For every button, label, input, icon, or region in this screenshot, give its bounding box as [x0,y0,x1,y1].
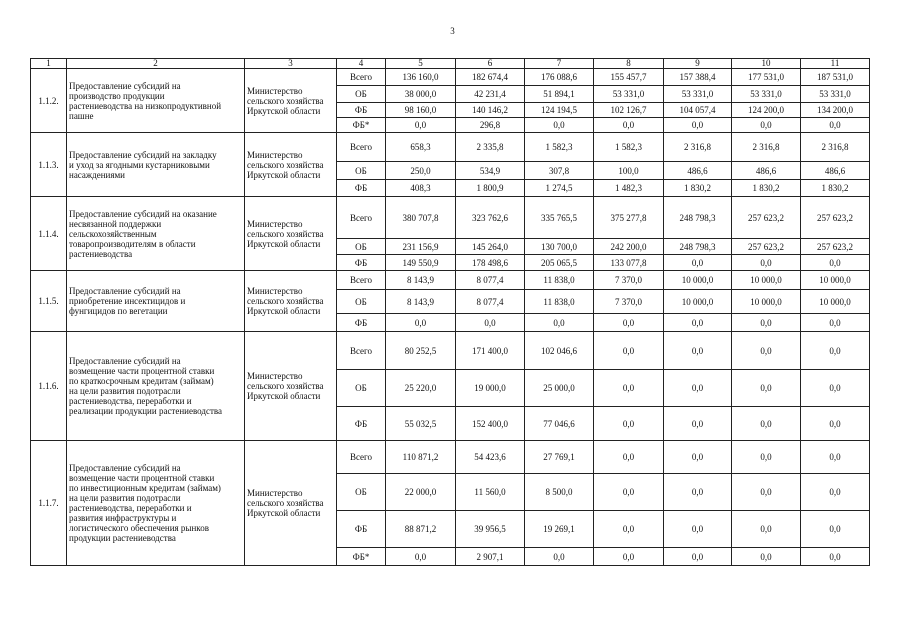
amount-cell: 0,0 [664,255,732,271]
funding-source: ОБ [337,474,386,511]
amount-cell: 248 798,3 [664,197,732,239]
funding-source: ФБ [337,255,386,271]
responsible-org: Министерство сельского хозяйства Иркутской области [245,197,337,271]
amount-cell: 124 194,5 [525,103,594,118]
amount-cell: 257 623,2 [801,197,870,239]
amount-cell: 182 674,4 [456,69,525,86]
funding-source: Всего [337,332,386,370]
amount-cell: 124 200,0 [732,103,801,118]
amount-cell: 136 160,0 [386,69,456,86]
amount-cell: 486,6 [664,162,732,180]
amount-cell: 307,8 [525,162,594,180]
amount-cell: 0,0 [801,118,870,133]
amount-cell: 80 252,5 [386,332,456,370]
column-header: 3 [245,59,337,69]
amount-cell: 0,0 [664,332,732,370]
amount-cell: 145 264,0 [456,239,525,255]
amount-cell: 88 871,2 [386,511,456,548]
amount-cell: 0,0 [732,548,801,566]
item-name: Предоставление субсидий на возмещение части процентной ставки по инвестиционным кредитам (займам) на цели развития подотрасли растениеводства, переработки и развития инфраструктуры и логистического обеспечения рынков продукции растениеводства [67,441,245,566]
amount-cell: 11 838,0 [525,290,594,314]
amount-cell: 0,0 [664,370,732,407]
funding-source: ФБ* [337,548,386,566]
amount-cell: 27 769,1 [525,441,594,474]
amount-cell: 0,0 [386,548,456,566]
amount-cell: 133 077,8 [594,255,664,271]
amount-cell: 1 830,2 [732,180,801,197]
amount-cell: 0,0 [732,511,801,548]
amount-cell: 19 269,1 [525,511,594,548]
amount-cell: 380 707,8 [386,197,456,239]
table-row [31,197,870,239]
amount-cell: 104 057,4 [664,103,732,118]
column-header: 4 [337,59,386,69]
column-header: 7 [525,59,594,69]
amount-cell: 0,0 [386,314,456,332]
amount-cell: 1 482,3 [594,180,664,197]
table-row [31,441,870,474]
funding-source: ФБ* [337,118,386,133]
amount-cell: 1 582,3 [594,133,664,162]
amount-cell: 98 160,0 [386,103,456,118]
amount-cell: 0,0 [594,407,664,441]
amount-cell: 242 200,0 [594,239,664,255]
amount-cell: 231 156,9 [386,239,456,255]
amount-cell: 0,0 [664,511,732,548]
amount-cell: 1 830,2 [664,180,732,197]
table-row [31,133,870,162]
amount-cell: 130 700,0 [525,239,594,255]
amount-cell: 2 316,8 [801,133,870,162]
amount-cell: 10 000,0 [664,271,732,290]
amount-cell: 8 077,4 [456,271,525,290]
funding-source: ФБ [337,103,386,118]
item-number: 1.1.6. [31,332,67,441]
item-name: Предоставление субсидий на приобретение инсектицидов и фунгицидов по вегетации [67,271,245,332]
amount-cell: 0,0 [594,548,664,566]
amount-cell: 178 498,6 [456,255,525,271]
amount-cell: 7 370,0 [594,271,664,290]
amount-cell: 10 000,0 [732,271,801,290]
header-row [31,59,870,69]
amount-cell: 25 000,0 [525,370,594,407]
amount-cell: 0,0 [801,474,870,511]
item-name: Предоставление субсидий на оказание несвязанной поддержки сельскохозяйственным товаропроизводителям в области растениеводства [67,197,245,271]
amount-cell: 248 798,3 [664,239,732,255]
funding-source: ОБ [337,86,386,103]
amount-cell: 39 956,5 [456,511,525,548]
amount-cell: 1 800,9 [456,180,525,197]
amount-cell: 0,0 [664,314,732,332]
amount-cell: 0,0 [594,441,664,474]
amount-cell: 0,0 [664,118,732,133]
amount-cell: 102 126,7 [594,103,664,118]
amount-cell: 0,0 [664,441,732,474]
amount-cell: 0,0 [456,314,525,332]
funding-source: Всего [337,133,386,162]
amount-cell: 0,0 [732,370,801,407]
amount-cell: 534,9 [456,162,525,180]
amount-cell: 10 000,0 [801,271,870,290]
funding-source: ФБ [337,407,386,441]
amount-cell: 257 623,2 [732,239,801,255]
responsible-org: Министерство сельского хозяйства Иркутской области [245,69,337,133]
amount-cell: 375 277,8 [594,197,664,239]
amount-cell: 177 531,0 [732,69,801,86]
amount-cell: 658,3 [386,133,456,162]
amount-cell: 19 000,0 [456,370,525,407]
amount-cell: 0,0 [664,407,732,441]
amount-cell: 1 274,5 [525,180,594,197]
responsible-org: Министерство сельского хозяйства Иркутской области [245,441,337,566]
amount-cell: 10 000,0 [801,290,870,314]
amount-cell: 0,0 [664,474,732,511]
amount-cell: 8 143,9 [386,271,456,290]
amount-cell: 0,0 [732,255,801,271]
amount-cell: 0,0 [801,370,870,407]
responsible-org: Министерство сельского хозяйства Иркутской области [245,133,337,197]
amount-cell: 0,0 [801,548,870,566]
column-header: 6 [456,59,525,69]
amount-cell: 0,0 [801,314,870,332]
funding-source: Всего [337,197,386,239]
amount-cell: 0,0 [525,118,594,133]
amount-cell: 53 331,0 [664,86,732,103]
responsible-org: Министерство сельского хозяйства Иркутской области [245,271,337,332]
funding-source: ОБ [337,239,386,255]
amount-cell: 0,0 [732,407,801,441]
amount-cell: 8 143,9 [386,290,456,314]
amount-cell: 0,0 [386,118,456,133]
funding-source: ФБ [337,511,386,548]
funding-source: Всего [337,441,386,474]
amount-cell: 0,0 [801,511,870,548]
amount-cell: 55 032,5 [386,407,456,441]
amount-cell: 335 765,5 [525,197,594,239]
column-header: 11 [801,59,870,69]
item-name: Предоставление субсидий на возмещение части процентной ставки по краткосрочным кредитам (займам) на цели развития подотрасли растениеводства, переработки и реализации продукции растениеводства [67,332,245,441]
amount-cell: 0,0 [732,441,801,474]
funding-source: ОБ [337,162,386,180]
amount-cell: 2 316,8 [664,133,732,162]
amount-cell: 54 423,6 [456,441,525,474]
amount-cell: 408,3 [386,180,456,197]
amount-cell: 8 077,4 [456,290,525,314]
amount-cell: 2 335,8 [456,133,525,162]
amount-cell: 100,0 [594,162,664,180]
amount-cell: 8 500,0 [525,474,594,511]
amount-cell: 176 088,6 [525,69,594,86]
amount-cell: 11 838,0 [525,271,594,290]
amount-cell: 134 200,0 [801,103,870,118]
funding-source: ОБ [337,290,386,314]
amount-cell: 486,6 [801,162,870,180]
amount-cell: 53 331,0 [732,86,801,103]
amount-cell: 110 871,2 [386,441,456,474]
amount-cell: 77 046,6 [525,407,594,441]
funding-source: ФБ [337,314,386,332]
amount-cell: 486,6 [732,162,801,180]
item-name: Предоставление субсидий на производство продукции растениеводства на низкопродуктивной пашне [67,69,245,133]
amount-cell: 1 830,2 [801,180,870,197]
table-row [31,332,870,370]
amount-cell: 102 046,6 [525,332,594,370]
amount-cell: 0,0 [801,332,870,370]
amount-cell: 0,0 [732,474,801,511]
amount-cell: 205 065,5 [525,255,594,271]
amount-cell: 187 531,0 [801,69,870,86]
amount-cell: 53 331,0 [801,86,870,103]
amount-cell: 0,0 [594,118,664,133]
funding-source: ФБ [337,180,386,197]
amount-cell: 157 388,4 [664,69,732,86]
funding-source: Всего [337,69,386,86]
amount-cell: 171 400,0 [456,332,525,370]
item-name: Предоставление субсидий на закладку и уход за ягодными кустарниковыми насаждениями [67,133,245,197]
column-header: 2 [67,59,245,69]
amount-cell: 155 457,7 [594,69,664,86]
item-number: 1.1.2. [31,69,67,133]
item-number: 1.1.3. [31,133,67,197]
item-number: 1.1.7. [31,441,67,566]
amount-cell: 149 550,9 [386,255,456,271]
amount-cell: 53 331,0 [594,86,664,103]
amount-cell: 0,0 [525,314,594,332]
amount-cell: 22 000,0 [386,474,456,511]
amount-cell: 10 000,0 [664,290,732,314]
amount-cell: 0,0 [732,314,801,332]
table-row [31,271,870,290]
amount-cell: 0,0 [732,118,801,133]
amount-cell: 0,0 [594,474,664,511]
page-number: 3 [450,26,455,36]
amount-cell: 140 146,2 [456,103,525,118]
amount-cell: 323 762,6 [456,197,525,239]
amount-cell: 51 894,1 [525,86,594,103]
table-row [31,69,870,86]
amount-cell: 0,0 [732,332,801,370]
amount-cell: 11 560,0 [456,474,525,511]
amount-cell: 42 231,4 [456,86,525,103]
amount-cell: 257 623,2 [732,197,801,239]
funding-source: ОБ [337,370,386,407]
funding-source: Всего [337,271,386,290]
amount-cell: 0,0 [594,314,664,332]
item-number: 1.1.4. [31,197,67,271]
amount-cell: 0,0 [594,511,664,548]
amount-cell: 1 582,3 [525,133,594,162]
amount-cell: 152 400,0 [456,407,525,441]
column-header: 8 [594,59,664,69]
amount-cell: 0,0 [801,255,870,271]
column-header: 10 [732,59,801,69]
amount-cell: 0,0 [664,548,732,566]
amount-cell: 7 370,0 [594,290,664,314]
column-header: 9 [664,59,732,69]
amount-cell: 257 623,2 [801,239,870,255]
amount-cell: 10 000,0 [732,290,801,314]
budget-table [30,58,870,566]
responsible-org: Министерство сельского хозяйства Иркутской области [245,332,337,441]
column-header: 5 [386,59,456,69]
item-number: 1.1.5. [31,271,67,332]
amount-cell: 0,0 [594,370,664,407]
column-header: 1 [31,59,67,69]
amount-cell: 296,8 [456,118,525,133]
amount-cell: 2 907,1 [456,548,525,566]
amount-cell: 0,0 [801,407,870,441]
amount-cell: 250,0 [386,162,456,180]
amount-cell: 0,0 [525,548,594,566]
amount-cell: 2 316,8 [732,133,801,162]
amount-cell: 0,0 [801,441,870,474]
amount-cell: 25 220,0 [386,370,456,407]
amount-cell: 0,0 [594,332,664,370]
amount-cell: 38 000,0 [386,86,456,103]
